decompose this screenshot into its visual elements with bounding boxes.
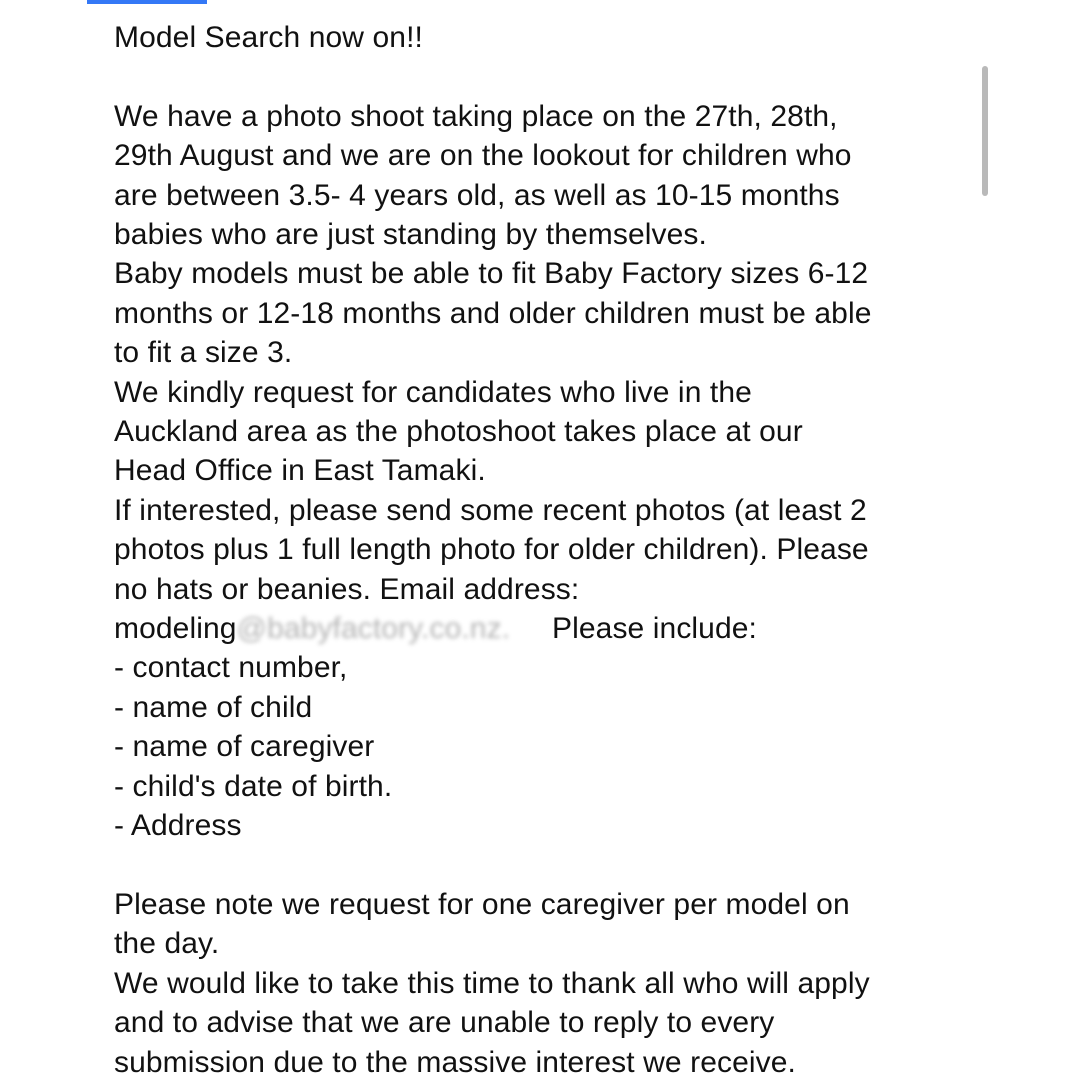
paragraph-line: We have a photo shoot taking place on the 27th, 28th, <box>114 99 838 133</box>
paragraph-line: months or 12-18 months and older children must be able <box>114 296 872 330</box>
list-item: - name of child <box>114 690 313 724</box>
list-item: - Address <box>114 809 242 843</box>
paragraph-line: submission due to the massive interest we receive. <box>114 1045 796 1079</box>
email-line <box>114 609 994 648</box>
include-prompt: Please include: <box>552 612 757 646</box>
paragraph-line: Please note we request for one caregiver per model on <box>114 887 850 921</box>
paragraph-line: Head Office in East Tamaki. <box>114 454 486 488</box>
paragraph-line: We kindly request for candidates who live in the <box>114 375 752 409</box>
paragraph-line: to fit a size 3. <box>114 336 293 370</box>
list-item: - child's date of birth. <box>114 769 393 803</box>
paragraph-line: the day. <box>114 927 220 961</box>
email-address[interactable] <box>114 609 552 648</box>
paragraph-line: no hats or beanies. Email address: <box>114 572 580 606</box>
paragraph-line: Baby models must be able to fit Baby Factory sizes 6-12 <box>114 257 869 291</box>
post-title: Model Search now on!! <box>114 21 423 54</box>
paragraph-line: photos plus 1 full length photo for older children). Please <box>114 533 869 567</box>
paragraph-line: babies who are just standing by themselves. <box>114 218 707 252</box>
list-item: - contact number, <box>114 651 348 685</box>
paragraph-line: If interested, please send some recent photos (at least 2 <box>114 493 867 527</box>
post-body <box>114 18 994 1082</box>
paragraph-line: are between 3.5- 4 years old, as well as 10-15 months <box>114 178 840 212</box>
paragraph-line: Auckland area as the photoshoot takes place at our <box>114 415 803 449</box>
email-visible-part: modeling <box>114 612 237 646</box>
email-redacted-part: @babyfactory.co.nz. <box>236 612 511 646</box>
paragraph-line: and to advise that we are unable to reply to every <box>114 1006 775 1040</box>
list-item: - name of caregiver <box>114 730 375 764</box>
blank-line <box>114 57 994 96</box>
top-selection-indicator <box>87 0 207 4</box>
paragraph-line: 29th August and we are on the lookout for children who <box>114 139 852 173</box>
paragraph-line: We would like to take this time to thank all who will apply <box>114 966 870 1000</box>
blank-line <box>114 846 994 885</box>
